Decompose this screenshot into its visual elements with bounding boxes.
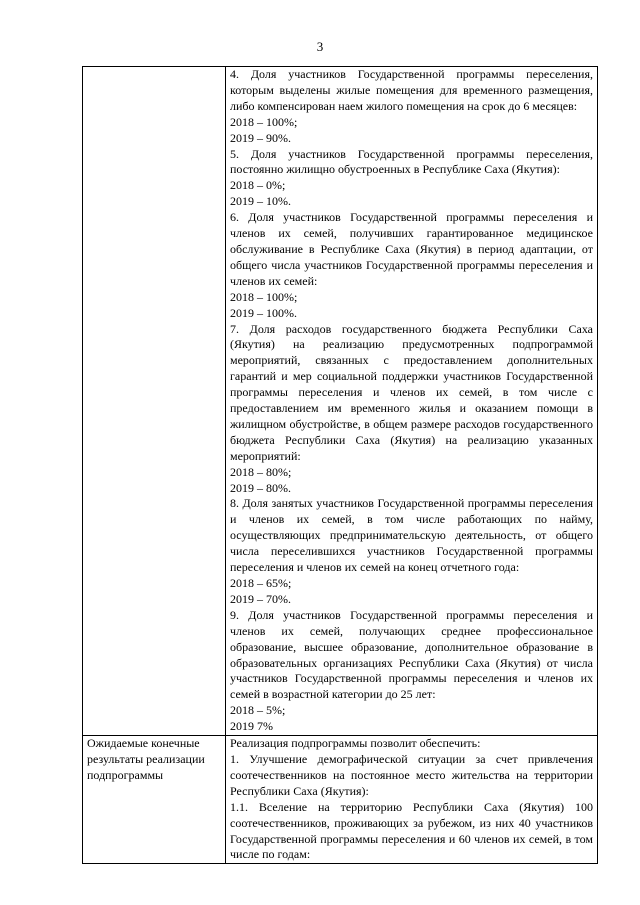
indicator-value-line: 2018 – 5%;	[230, 703, 286, 718]
indicator-value-line: 2019 – 70%.	[230, 591, 291, 606]
indicator-value-line: 2018 – 100%;	[230, 114, 298, 129]
row-content-cell	[226, 67, 598, 736]
indicator-paragraph: 1.1. Вселение на территорию Республики Саха (Якутия) 100 соотечественников, проживающих за рубежом, из них 40 участников Государственной программы переселения и 60 членов их семей, в том числе по годам:	[230, 799, 593, 862]
indicator-value-line: 2019 7%	[230, 719, 273, 734]
row-label-cell	[83, 67, 226, 736]
page-number: 3	[316, 39, 324, 54]
indicator-paragraph: 5. Доля участников Государственной программы переселения, постоянно жилищно обустроенных в Республике Саха (Якутия):	[230, 146, 593, 177]
indicator-paragraph: 6. Доля участников Государственной программы переселения и членов их семей, получивших гарантированное медицинское обслуживание в Республике Саха (Якутия) в период адаптации, от общего числа участников Государственной программы переселения и членов их семей:	[230, 210, 593, 288]
indicator-paragraph: 9. Доля участников Государственной программы переселения и членов их семей, получающих среднее профессиональное образование, высшее образование, дополнительное образование в образовательных организациях Республики Саха (Якутия) от числа участников Государственной программы переселения и членов их семей в возрастной категории до 25 лет:	[230, 607, 593, 702]
passport-table	[82, 66, 598, 864]
indicator-value-line: Реализация подпрограммы позволит обеспечить:	[230, 736, 481, 751]
table-row	[83, 736, 598, 864]
indicator-value-line: 2018 – 65%;	[230, 576, 292, 590]
table-row	[83, 67, 598, 736]
indicator-value-line: 2018 – 100%;	[230, 289, 298, 304]
indicator-value-line: 2019 – 10%.	[230, 194, 291, 209]
indicator-paragraph: 7. Доля расходов государственного бюджета Республики Саха (Якутия) на реализацию предусмотренных подпрограммой мероприятий, связанных с предоставлением дополнительных гарантий и мер социальной поддержки участников Государственной программы переселения и членов их семей, в том числе с предоставлением им временного жилья и оказанием помощи в жилищном обустройстве, в общем размере расходов государственного бюджета Республики Саха (Якутия) на реализацию указанных мероприятий:	[230, 321, 593, 463]
indicator-value-line: 2018 – 80%;	[230, 464, 292, 479]
indicator-value-line: 2019 – 90%.	[230, 130, 291, 145]
row-label-cell: Ожидаемые конечные результаты реализации подпрограммы	[83, 736, 226, 864]
row-content-cell	[226, 736, 598, 864]
indicator-paragraph: 8. Доля занятых участников Государственной программы переселения и членов их семей, в том числе работающих по найму, осуществляющих предпринимательскую деятельность, от общего числа переселившихся участников Государственной программы переселения и членов их семей на конец отчетного года:	[230, 496, 593, 575]
indicator-value-line: 2019 – 80%.	[230, 480, 291, 495]
indicator-paragraph: 4. Доля участников Государственной программы переселения, которым выделены жилые помещения для временного размещения, либо компенсирован наем жилого помещения на срок до 6 месяцев:	[230, 67, 593, 113]
indicator-value-line: 2019 – 100%.	[230, 305, 297, 320]
indicator-paragraph: 1. Улучшение демографической ситуации за счет привлечения соотечественников на постоянное место жительства на территории Республики Саха (Якутия):	[230, 751, 593, 798]
indicator-value-line: 2018 – 0%;	[230, 178, 286, 193]
